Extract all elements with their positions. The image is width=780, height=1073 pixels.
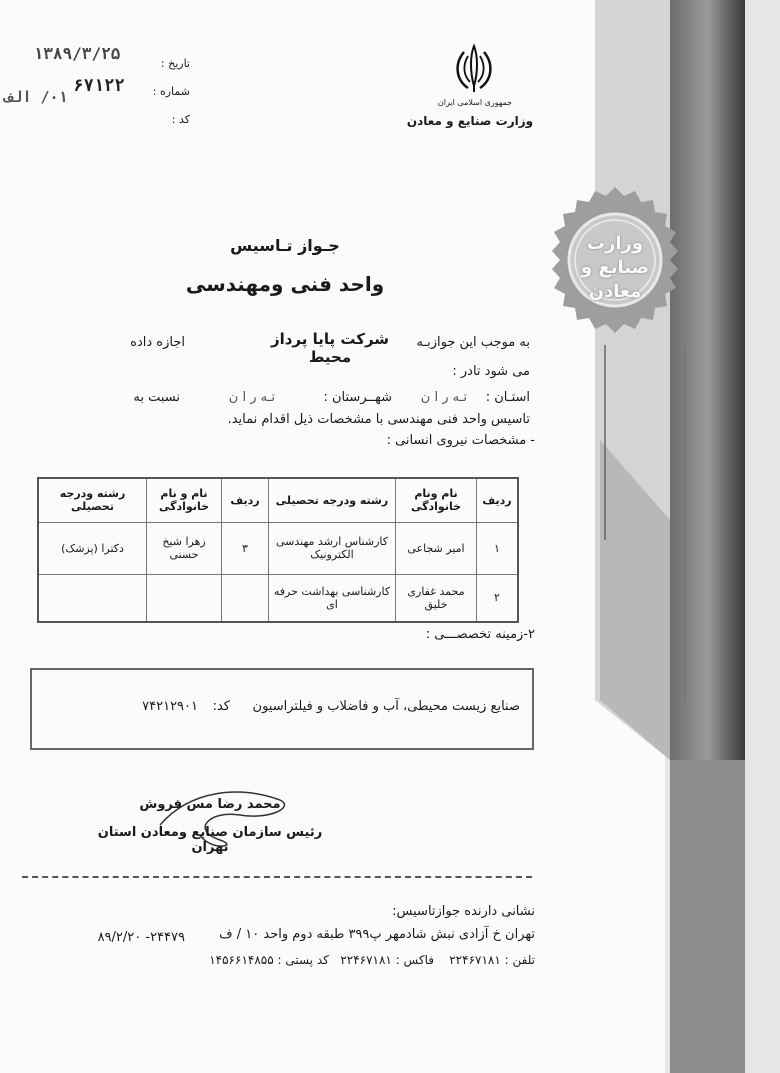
signatory-position: رئیس سازمان صنایع ومعادن استان تهران xyxy=(97,825,323,855)
company-name: شرکت پایا پرداز محیط xyxy=(270,330,390,366)
table-header: ردیف xyxy=(222,478,269,522)
date-label: تاریخ : xyxy=(160,57,190,70)
table-row xyxy=(38,522,518,574)
date-value: ۱۳۸۹/۳/۲۵ xyxy=(33,44,121,63)
province-value: تـه ر ا ن xyxy=(420,390,467,405)
table-cell: ۳ xyxy=(222,522,269,574)
specialty-label: ۲-زمینه تخصصـــی : xyxy=(425,627,535,642)
intro-suffix: اجازه داده xyxy=(130,335,185,350)
table-cell xyxy=(147,574,222,622)
table-header-row xyxy=(38,478,518,522)
number-value: ۶۷۱۲۲ xyxy=(73,76,125,96)
table-cell: زهرا شیخ حسنی xyxy=(147,522,222,574)
table-header: نام و نام خانوادگی xyxy=(147,478,222,522)
specialty-code-label: کد: xyxy=(212,699,230,714)
table-cell: کارشناسی بهداشت حرفه ای xyxy=(269,574,396,622)
postal-value: ۱۴۵۶۶۱۴۸۵۵ xyxy=(209,953,274,967)
specialty-code-value: ۷۴۲۱۲۹۰۱ xyxy=(142,699,198,714)
table-header: نام ونام خانوادگی xyxy=(396,478,477,522)
table-cell: دکترا (پزشک) xyxy=(38,522,147,574)
table-cell: ۲ xyxy=(477,574,519,622)
phone-label: تلفن : xyxy=(504,953,535,967)
fax-value: ۲۲۴۶۷۱۸۱ xyxy=(340,953,392,967)
intro-line-2: می شود تادر : xyxy=(452,364,530,379)
city-label: شهــرستان : xyxy=(323,390,392,405)
table-row xyxy=(38,574,518,622)
address-text: تهران خ آزادی نبش شادمهر پ۳۹۹ طبقه دوم واحد ۱۰ / ف xyxy=(219,927,535,942)
number-suffix: ۰۱/ الف xyxy=(4,88,68,106)
table-cell xyxy=(222,574,269,622)
contact-line xyxy=(175,953,535,967)
decorative-ribbon xyxy=(575,0,780,1073)
intro-line-4: تاسیس واحد فنی مهندسی با مشخصات ذیل اقدام نماید. xyxy=(227,412,530,427)
fax-label: فاکس : xyxy=(395,953,434,967)
intro-line-5: - مشخصات نیروی انسانی : xyxy=(386,433,535,448)
table-cell: امیر شجاعی xyxy=(396,522,477,574)
table-cell xyxy=(38,574,147,622)
phone-value: ۲۲۴۶۷۱۸۱ xyxy=(449,953,501,967)
table-header: ردیف xyxy=(477,478,519,522)
staff-table xyxy=(37,477,519,623)
intro-prefix: به موجب این جوازبـه xyxy=(416,335,530,350)
table-cell: کارشناس ارشد مهندسی الکترونیک xyxy=(269,522,396,574)
republic-label: جمهوری اسلامی ایران xyxy=(437,98,513,107)
title-line-2: واحد فنی ومهندسی xyxy=(185,272,385,296)
province-label: استـان : xyxy=(485,390,530,405)
table-header: رشته ودرجه تحصیلی xyxy=(269,478,396,522)
table-header: رشته ودرجه تحصیلی xyxy=(38,478,147,522)
table-cell: محمد غفاری خلیق xyxy=(396,574,477,622)
relation-text: نسبت به xyxy=(133,390,180,405)
number-label: شماره : xyxy=(152,85,190,98)
address-label: نشانی دارنده جوازتاسیس: xyxy=(392,904,535,919)
iran-emblem-icon xyxy=(450,42,498,94)
specialty-text: صنایع زیست محیطی، آب و فاضلاب و فیلتراسیون xyxy=(252,699,520,714)
table-cell: ۱ xyxy=(477,522,519,574)
city-value: تـه ر ا ن xyxy=(228,390,275,405)
footer-divider xyxy=(22,876,532,878)
seal-text: وزارت صنایع و معادن xyxy=(580,233,649,302)
ministry-label: وزارت صنایع و معادن xyxy=(406,114,534,128)
reference-number: ۲۴۴۷۹- ۸۹/۲/۲۰ xyxy=(97,930,185,945)
postal-label: کد پستی : xyxy=(277,953,329,967)
signatory-name: محمد رضا مس فروش xyxy=(139,797,281,812)
code-label: کد : xyxy=(171,113,190,126)
title-line-1: جـواز تـاسیس xyxy=(230,236,340,255)
